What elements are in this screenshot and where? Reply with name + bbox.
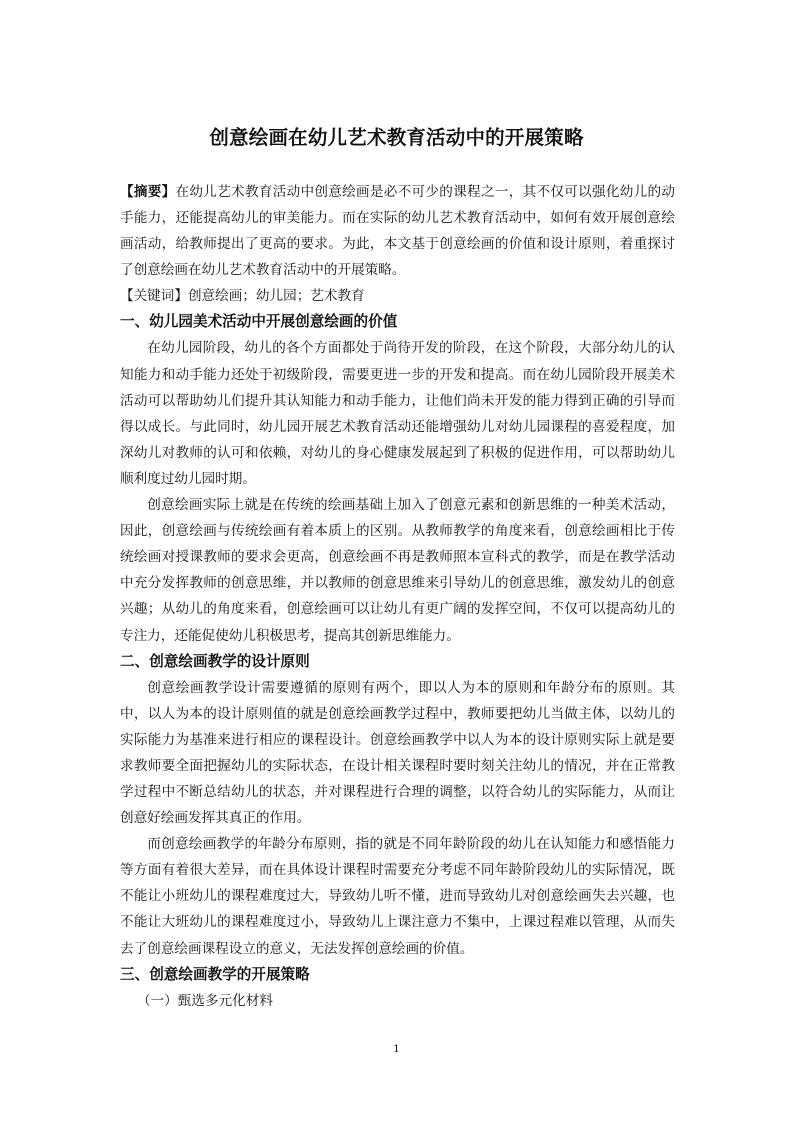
abstract — [120, 179, 675, 283]
section-1-paragraph-1: 在幼儿园阶段，幼儿的各个方面都处于尚待开发的阶段，在这个阶段，大部分幼儿的认知能力和动手能力还处于初级阶段，需要更进一步的开发和提高。而在幼儿园阶段开展美术活动可以帮助幼儿们提升其认知能力和动手能力，让他们尚未开发的能力得到正确的引导而得以成长。与此同时，幼儿园开展艺术教育活动还能增强幼儿对幼儿园课程的喜爱程度，加深幼儿对教师的认可和依赖，对幼儿的身心健康发展起到了积极的促进作用，可以帮助幼儿顺利度过幼儿园时期。 — [120, 340, 675, 487]
abstract-label: 【摘要】 — [120, 184, 176, 200]
page-number: 1 — [393, 1043, 400, 1055]
section-heading-3: 三、创意绘画教学的开展策略 — [120, 965, 310, 983]
section-2-paragraph-2: 而创意绘画教学的年龄分布原则，指的就是不同年龄阶段的幼儿在认知能力和感悟能力等方面有着很大差异，而在具体设计课程时需要充分考虑不同年龄阶段幼儿的实际情况，既不能让小班幼儿的课程难度过大，导致幼儿听不懂，进而导致幼儿对创意绘画失去兴趣，也不能让大班幼儿的课程难度过小，导致幼儿上课注意力不集中，上课过程难以管理，从而失去了创意绘画课程设立的意义，无法发挥创意绘画的价值。 — [120, 836, 675, 957]
subsection-heading-1: （一）甄选多元化材料 — [137, 992, 273, 1009]
keywords-label: 【关键词】 — [120, 288, 188, 305]
document-title: 创意绘画在幼儿艺术教育活动中的开展策略 — [209, 126, 584, 149]
keywords — [120, 283, 675, 309]
document-body — [120, 179, 675, 1014]
abstract-text: 在幼儿艺术教育活动中创意绘画是必不可少的课程之一，其不仅可以强化幼儿的动手能力，还能提高幼儿的审美能力。而在实际的幼儿艺术教育活动中，如何有效开展创意绘画活动，给教师提出了更高的要求。为此，本文基于创意绘画的价值和设计原则，着重探讨了创意绘画在幼儿艺术教育活动中的开展策略。 — [120, 184, 675, 279]
keywords-text: 创意绘画；幼儿园；艺术教育 — [187, 288, 365, 305]
section-heading-2: 二、创意绘画教学的设计原则 — [120, 652, 310, 670]
section-2-paragraph-1: 创意绘画教学设计需要遵循的原则有两个，即以人为本的原则和年龄分布的原则。其中，以人为本的设计原则值的就是创意绘画教学过程中，教师要把幼儿当做主体，以幼儿的实际能力为基准来进行相应的课程设计。创意绘画教学中以人为本的设计原则实际上就是要求教师要全面把握幼儿的实际状态，在设计相关课程时要时刻关注幼儿的情况，并在正常教学过程中不断总结幼儿的状态，并对课程进行合理的调整，以符合幼儿的实际能力，从而让创意好绘画发挥其真正的作用。 — [120, 679, 675, 827]
section-heading-1: 一、幼儿园美术活动中开展创意绘画的价值 — [120, 313, 398, 331]
section-1-paragraph-2: 创意绘画实际上就是在传统的绘画基础上加入了创意元素和创新思维的一种美术活动，因此，创意绘画与传统绘画有着本质上的区别。从教师教学的角度来看，创意绘画相比于传统绘画对授课教师的要求会更高，创意绘画不再是教师照本宣科式的教学，而是在教学活动中充分发挥教师的创意思维，并以教师的创意思维来引导幼儿的创意思维，激发幼儿的创意兴趣；从幼儿的角度来看，创意绘画可以让幼儿有更广阔的发挥空间，不仅可以提高幼儿的专注力，还能促使幼儿积极思考，提高其创新思维能力。 — [120, 497, 675, 644]
